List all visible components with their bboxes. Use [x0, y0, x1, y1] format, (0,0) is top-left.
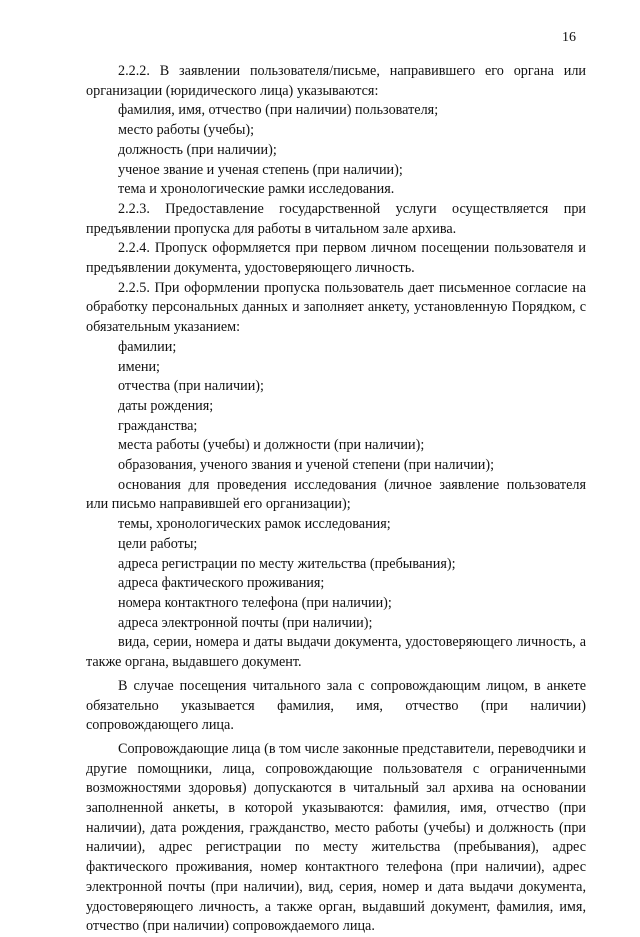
paragraph: 2.2.3. Предоставление государственной услуги осуществляется при предъявлении пропуска для работы в читальном зале архива. — [86, 200, 586, 237]
list-item: тема и хронологические рамки исследования. — [118, 181, 395, 198]
list-item: отчества (при наличии); — [118, 378, 264, 395]
list-item: имени; — [118, 358, 160, 375]
paragraph: Сопровождающие лица (в том числе законные представители, переводчики и другие помощники, лица, сопровождающие пользователя с ограниченными возможностями здоровья) допускаются в читальный зал архива на основании заполненной анкеты, в которой указываются: фамилия, имя, отчество (при наличии), дата рождения, гражданство, место работы (учебы) и должность (при наличии), адрес регистрации по месту жительства (пребывания), адрес фактического проживания, номер контактного телефона (при наличии), адрес электронной почты (при наличии), вид, серия, номер и дата выдачи документа, удостоверяющего личность, а также орган, выдавший документ, фамилия, имя, отчество (при наличии) сопровождаемого лица. — [86, 740, 586, 935]
document-body — [86, 62, 586, 937]
list-item: основания для проведения исследования (личное заявление пользователя или письмо направившей его организации); — [86, 476, 586, 513]
list-item: вида, серии, номера и даты выдачи документа, удостоверяющего личность, а также органа, выдавшего документ. — [86, 634, 586, 671]
paragraph: 2.2.5. При оформлении пропуска пользователь дает письменное согласие на обработку персональных данных и заполняет анкету, установленную Порядком, с обязательным указанием: — [86, 279, 586, 336]
list-item: места работы (учебы) и должности (при наличии); — [118, 437, 425, 454]
list-item: образования, ученого звания и ученой степени (при наличии); — [118, 457, 495, 474]
list-item: адреса электронной почты (при наличии); — [118, 614, 373, 631]
paragraph: В случае посещения читального зала с сопровождающим лицом, в анкете обязательно указывается фамилия, имя, отчество (при наличии) сопровождающего лица. — [86, 677, 586, 734]
list-item: цели работы; — [118, 535, 198, 552]
list-item: место работы (учебы); — [118, 122, 255, 139]
list-item: ученое звание и ученая степень (при наличии); — [118, 161, 403, 178]
paragraph: 2.2.2. В заявлении пользователя/письме, направившего его органа или организации (юридического лица) указываются: — [86, 63, 586, 99]
list-item: адреса фактического проживания; — [118, 575, 325, 592]
list-item: фамилии; — [118, 338, 177, 355]
list-item: гражданства; — [118, 417, 198, 434]
list-item: фамилия, имя, отчество (при наличии) пользователя; — [118, 102, 439, 119]
list-item: должность (при наличии); — [118, 141, 277, 158]
list-item: темы, хронологических рамок исследования; — [118, 516, 391, 533]
list-item: номера контактного телефона (при наличии); — [118, 594, 392, 611]
page-number: 16 — [562, 30, 576, 45]
paragraph: 2.2.4. Пропуск оформляется при первом личном посещении пользователя и предъявлении документа, удостоверяющего личность. — [86, 240, 586, 277]
list-item: даты рождения; — [118, 397, 214, 414]
list-item: адреса регистрации по месту жительства (пребывания); — [118, 555, 456, 572]
